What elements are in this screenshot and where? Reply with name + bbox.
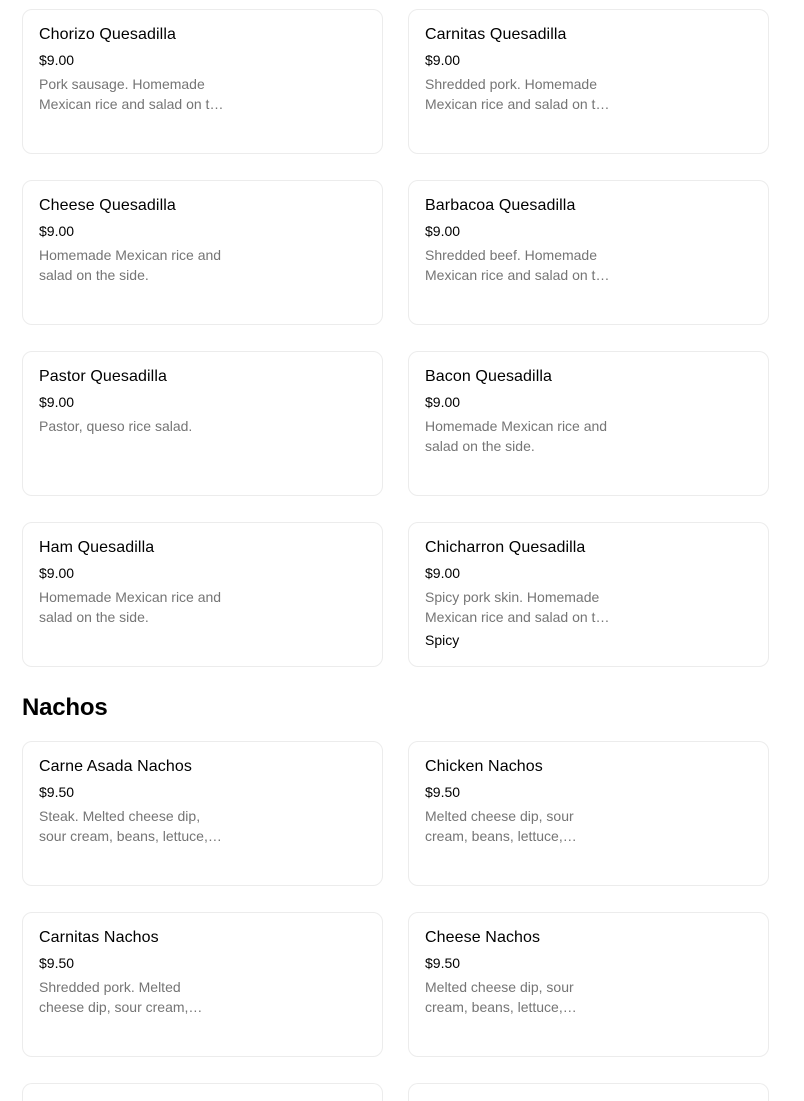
item-name: Pastor Quesadilla	[39, 368, 167, 385]
item-name: Bacon Quesadilla	[425, 368, 553, 385]
item-name: Chicharron Quesadilla	[425, 539, 586, 556]
item-price: $9.00	[39, 565, 75, 581]
item-price: $9.50	[425, 784, 461, 800]
item-price: $9.00	[39, 223, 75, 239]
item-price: $9.50	[39, 955, 75, 971]
item-description: Melted cheese dip, sour cream, beans, lettuce,	[425, 979, 574, 1015]
item-description: Homemade Mexican rice and salad on the side.	[425, 418, 608, 454]
item-price: $9.00	[425, 394, 461, 410]
item-name: Chorizo Quesadilla	[39, 26, 176, 43]
menu-item-card[interactable]	[408, 180, 769, 325]
item-price: $9.00	[425, 565, 461, 581]
item-description: Melted cheese dip, sour cream, beans, lettuce,	[425, 808, 574, 844]
menu-item-card[interactable]	[408, 741, 769, 886]
item-description: Pork sausage. Homemade Mexican rice and salad on the	[39, 76, 225, 112]
menu-item-card[interactable]	[408, 522, 769, 667]
item-price: $9.00	[425, 52, 461, 68]
menu-item-card[interactable]	[22, 351, 383, 496]
menu-item-card[interactable]	[408, 351, 769, 496]
menu-item-card[interactable]	[408, 9, 769, 154]
item-description: Shredded beef. Homemade Mexican rice and salad on the	[425, 247, 611, 283]
spicy-tag: Spicy	[425, 632, 460, 648]
section-title-nachos: Nachos	[22, 694, 108, 721]
item-price: $9.00	[39, 52, 75, 68]
item-description: Homemade Mexican rice and salad on the side.	[39, 589, 222, 625]
item-description: Shredded pork. Melted cheese dip, sour cream,	[39, 979, 189, 1015]
item-price: $9.50	[425, 955, 461, 971]
menu-item-card[interactable]	[22, 522, 383, 667]
item-price: $9.50	[39, 784, 75, 800]
item-name: Barbacoa Quesadilla	[425, 197, 576, 214]
menu-item-card-partial[interactable]	[408, 1083, 769, 1101]
menu-item-card[interactable]	[22, 741, 383, 886]
item-description: Shredded pork. Homemade Mexican rice and salad on the	[425, 76, 611, 112]
item-description: Homemade Mexican rice and salad on the side.	[39, 247, 222, 283]
menu-item-card[interactable]	[22, 912, 383, 1057]
menu-item-card[interactable]	[22, 9, 383, 154]
menu-item-card-partial[interactable]	[22, 1083, 383, 1101]
item-name: Chicken Nachos	[425, 758, 543, 775]
item-description: Steak. Melted cheese dip, sour cream, beans, lettuce,	[39, 808, 208, 844]
item-price: $9.00	[425, 223, 461, 239]
item-name: Cheese Nachos	[425, 929, 541, 946]
item-name: Cheese Quesadilla	[39, 197, 176, 214]
item-name: Carnitas Quesadilla	[425, 26, 567, 43]
menu-item-card[interactable]	[408, 912, 769, 1057]
item-name: Ham Quesadilla	[39, 539, 155, 556]
item-price: $9.00	[39, 394, 75, 410]
item-description: Pastor, queso rice salad.	[39, 418, 193, 434]
menu-item-card[interactable]	[22, 180, 383, 325]
item-description: Spicy pork skin. Homemade Mexican rice and salad on the	[425, 589, 611, 625]
item-name: Carnitas Nachos	[39, 929, 159, 946]
item-name: Carne Asada Nachos	[39, 758, 193, 775]
